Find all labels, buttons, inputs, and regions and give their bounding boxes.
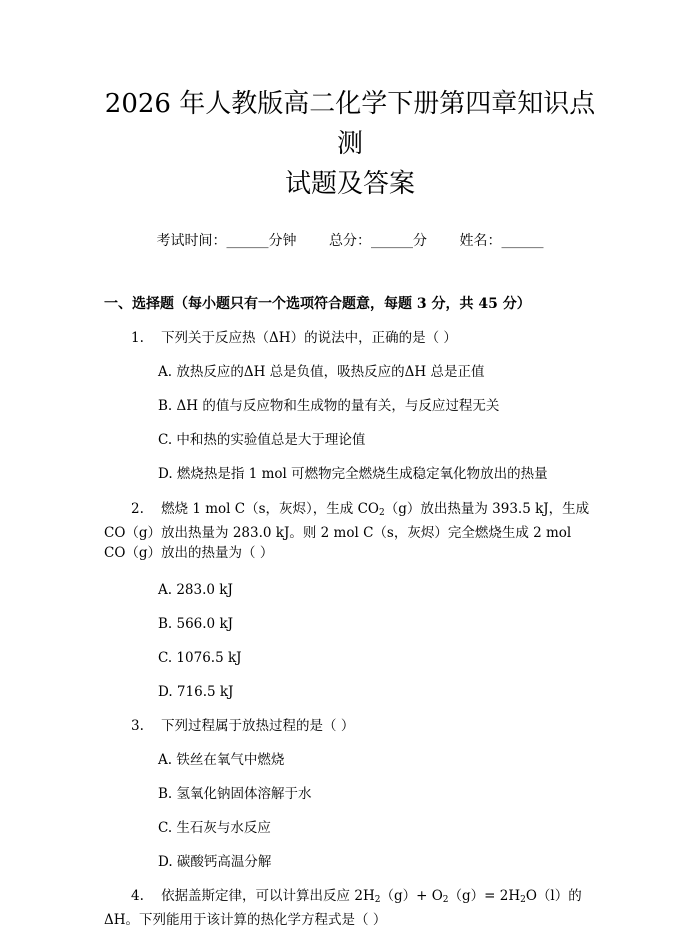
question-3 bbox=[104, 716, 596, 872]
option-d: D. 碳酸钙高温分解 bbox=[158, 854, 272, 870]
question-stem bbox=[104, 499, 596, 563]
question-text: 下列关于反应热（ΔH）的说法中，正确的是（ ） bbox=[161, 330, 457, 346]
question-stem bbox=[104, 328, 596, 348]
subscript: 2 bbox=[520, 895, 526, 905]
question-text-part-1: 依据盖斯定律，可以计算出反应 2H bbox=[161, 888, 375, 904]
option-a: A. 铁丝在氧气中燃烧 bbox=[158, 752, 285, 768]
option-d: D. 716.5 kJ bbox=[158, 684, 234, 700]
option-b: B. 氢氧化钠固体溶解于水 bbox=[158, 786, 312, 802]
question-text-part-2: （g）+ O bbox=[380, 888, 443, 904]
question-2 bbox=[104, 499, 596, 702]
option-a: A. 283.0 kJ bbox=[158, 582, 233, 598]
student-name-field: 姓名：______ bbox=[459, 233, 544, 249]
question-1 bbox=[104, 328, 596, 484]
question-stem bbox=[104, 886, 596, 930]
exam-info-line bbox=[104, 230, 596, 250]
exam-time-field: 考试时间：______分钟 bbox=[156, 233, 297, 249]
option-c: C. 1076.5 kJ bbox=[158, 650, 242, 666]
question-text-part-4: O（l）的ΔH。下列能用于该计算的热化学方程式是（ ） bbox=[104, 888, 582, 928]
question-text-part-3: （g）= 2H bbox=[448, 888, 521, 904]
option-c: C. 生石灰与水反应 bbox=[158, 820, 271, 836]
document-title bbox=[104, 0, 596, 204]
question-4 bbox=[104, 886, 596, 930]
question-stem bbox=[104, 716, 596, 736]
question-text-part-2: （g）放出热量为 393.5 kJ，生成 CO（g）放出热量为 283.0 kJ。则 2 mol C（s，灰烬）完全燃烧生成 2 mol CO（g）放出的热量为（ ） bbox=[104, 501, 590, 561]
question-number: 3. bbox=[131, 718, 144, 734]
option-a: A. 放热反应的ΔH 总是负值，吸热反应的ΔH 总是正值 bbox=[158, 364, 485, 380]
option-b: B. 566.0 kJ bbox=[158, 616, 234, 632]
option-d: D. 燃烧热是指 1 mol 可燃物完全燃烧生成稳定氧化物放出的热量 bbox=[158, 466, 548, 482]
question-text-part-1: 燃烧 1 mol C（s，灰烬），生成 CO bbox=[161, 501, 379, 517]
section-heading: 一、选择题（每小题只有一个选项符合题意，每题 3 分，共 45 分） bbox=[104, 296, 531, 312]
question-number: 1. bbox=[131, 330, 144, 346]
question-number: 2. bbox=[131, 501, 144, 517]
question-number: 4. bbox=[131, 888, 144, 904]
option-b: B. ΔH 的值与反应物和生成物的量有关，与反应过程无关 bbox=[158, 398, 500, 414]
subscript: 2 bbox=[378, 508, 385, 518]
title-line-2: 试题及答案 bbox=[284, 169, 415, 199]
option-c: C. 中和热的实验值总是大于理论值 bbox=[158, 432, 366, 448]
subscript: 2 bbox=[374, 895, 381, 905]
total-score-field: 总分：______分 bbox=[329, 233, 427, 249]
subscript: 2 bbox=[442, 895, 449, 905]
title-line-1: 2026 年人教版高二化学下册第四章知识点测 bbox=[104, 89, 596, 159]
question-text: 下列过程属于放热过程的是（ ） bbox=[161, 718, 355, 734]
